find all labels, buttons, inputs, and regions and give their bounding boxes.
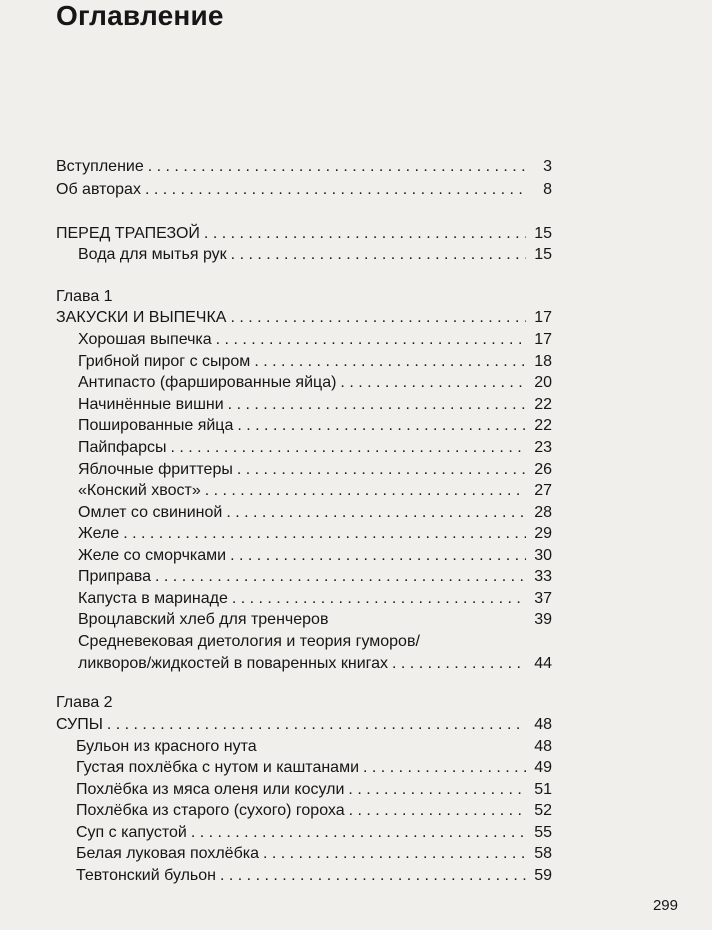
toc-entry[interactable]: [76, 757, 552, 779]
page-number: 299: [652, 897, 678, 914]
toc-entry[interactable]: [78, 480, 552, 502]
toc-entry-label: Тевтонский бульон: [76, 867, 216, 884]
toc-entry[interactable]: [56, 179, 552, 201]
leader-dots: [363, 757, 526, 779]
toc-entry-label: Омлет со свининой: [78, 504, 223, 521]
toc-entry-label: СУПЫ: [56, 716, 103, 733]
toc-entry-label: Пайпфарсы: [78, 439, 167, 456]
toc-entry[interactable]: [78, 437, 552, 459]
toc-entry[interactable]: [78, 545, 552, 567]
toc-entry-page: 59: [534, 867, 552, 884]
toc-entry-page: 18: [534, 353, 552, 370]
toc-entry-label: Похлёбка из старого (сухого) гороха: [76, 802, 345, 819]
toc-entry-label: Об авторах: [56, 181, 141, 198]
toc-entry-page: 3: [543, 158, 552, 175]
leader-dots: [216, 329, 526, 351]
toc-entry-label: Начинённые вишни: [78, 396, 224, 413]
toc-entry-label: Вроцлавский хлеб для тренчеров: [78, 611, 329, 628]
toc-entry-label: ликворов/жидкостей в поваренных книгах: [78, 655, 389, 672]
toc-entry-label: Вода для мытья рук: [78, 246, 227, 263]
toc-entry-label: «Конский хвост»: [78, 482, 201, 499]
toc-entry-label: Белая луковая похлёбка: [76, 845, 259, 862]
toc-entry-line: [78, 653, 552, 675]
toc-entry-label: Бульон из красного нута: [76, 738, 257, 755]
toc-entry-label: Капуста в маринаде: [78, 590, 228, 607]
toc-entry-page: 33: [534, 568, 552, 585]
toc-entry[interactable]: [76, 843, 552, 865]
toc-entry-page: 27: [534, 482, 552, 499]
toc-entry[interactable]: [78, 609, 552, 631]
leader-dots: [155, 566, 526, 588]
toc-chapter-heading[interactable]: [56, 307, 552, 329]
leader-dots: [191, 822, 526, 844]
toc-entry-label: Средневековая диетология и теория гуморов/: [78, 633, 420, 650]
leader-dots: [232, 588, 526, 610]
leader-dots: [392, 653, 526, 675]
toc-entry-page: 58: [534, 845, 552, 862]
toc-entry-page: 15: [534, 225, 552, 242]
toc-entry-label: Грибной пирог с сыром: [78, 353, 251, 370]
toc-entry-page: 28: [534, 504, 552, 521]
toc-entry-page: 22: [534, 417, 552, 434]
leader-dots: [237, 415, 526, 437]
toc-entry[interactable]: [78, 588, 552, 610]
toc-entry-page: 20: [534, 374, 552, 391]
toc-entry-page: 15: [534, 246, 552, 263]
toc-entry-label: Яблочные фриттеры: [78, 461, 233, 478]
leader-dots: [340, 372, 526, 394]
toc-entry[interactable]: [76, 800, 552, 822]
toc-entry-label: Желе: [78, 525, 120, 542]
toc-entry[interactable]: [78, 244, 552, 266]
chapter-label: Глава 1: [56, 288, 113, 305]
leader-dots: [349, 800, 526, 822]
chapter-label: Глава 2: [56, 694, 113, 711]
leader-dots: [220, 865, 526, 887]
leader-dots: [263, 843, 526, 865]
toc-entry-line: [78, 631, 552, 653]
toc-entry-label: Пошированные яйца: [78, 417, 234, 434]
toc-entry[interactable]: [56, 156, 552, 178]
toc-entry-label: ЗАКУСКИ И ВЫПЕЧКА: [56, 309, 227, 326]
leader-dots: [230, 307, 526, 329]
toc-entry-page: 39: [534, 611, 552, 628]
toc-entry[interactable]: [78, 566, 552, 588]
toc-entry-page: 49: [534, 759, 552, 776]
toc-entry-page: 55: [534, 824, 552, 841]
page-title: Оглавление: [56, 0, 224, 31]
toc-entry[interactable]: [78, 523, 552, 545]
leader-dots: [145, 179, 526, 201]
toc-entry-page: 29: [534, 525, 552, 542]
leader-dots: [107, 714, 526, 736]
leader-dots: [348, 779, 526, 801]
toc-entry-page: 30: [534, 547, 552, 564]
leader-dots: [204, 223, 526, 245]
toc-entry-label: Приправа: [78, 568, 152, 585]
toc-entry-page: 48: [534, 716, 552, 733]
toc-entry-label: Хорошая выпечка: [78, 331, 212, 348]
toc-entry-page: 48: [534, 738, 552, 755]
toc-entry[interactable]: [78, 394, 552, 416]
toc-chapter-heading[interactable]: [56, 714, 552, 736]
toc-entry-multiline[interactable]: [78, 631, 552, 675]
leader-dots: [170, 437, 526, 459]
leader-dots: [237, 459, 526, 481]
toc-entry-page: 51: [534, 781, 552, 798]
leader-dots: [123, 523, 526, 545]
toc-entry[interactable]: [78, 415, 552, 437]
leader-dots: [228, 394, 526, 416]
toc-entry-page: 23: [534, 439, 552, 456]
toc-entry[interactable]: [76, 822, 552, 844]
toc-entry[interactable]: [78, 459, 552, 481]
leader-dots: [205, 480, 526, 502]
toc-entry-label: Густая похлёбка с нутом и каштанами: [76, 759, 360, 776]
toc-entry-label: Желе со сморчками: [78, 547, 227, 564]
toc-entry-page: 17: [534, 309, 552, 326]
toc-entry-page: 52: [534, 802, 552, 819]
toc-entry-page: 17: [534, 331, 552, 348]
toc-entry-label: Суп с капустой: [76, 824, 187, 841]
toc-entry[interactable]: [76, 865, 552, 887]
toc-entry-label: Вступление: [56, 158, 144, 175]
leader-dots: [148, 156, 526, 178]
leader-dots: [230, 545, 526, 567]
leader-dots: [226, 502, 526, 524]
toc-entry[interactable]: [78, 502, 552, 524]
toc-entry-page: 37: [534, 590, 552, 607]
toc-entry[interactable]: [76, 779, 552, 801]
toc-entry-label: ПЕРЕД ТРАПЕЗОЙ: [56, 225, 200, 242]
toc-entry-label: Антипасто (фаршированные яйца): [78, 374, 337, 391]
toc-entry[interactable]: [78, 329, 552, 351]
toc-entry-page: 44: [534, 655, 552, 672]
toc-entry[interactable]: [76, 736, 552, 758]
toc-entry-page: 8: [543, 181, 552, 198]
toc-entry-page: 22: [534, 396, 552, 413]
leader-dots: [231, 244, 526, 266]
toc-entry[interactable]: [78, 372, 552, 394]
toc-entry[interactable]: [78, 351, 552, 373]
leader-dots: [254, 351, 526, 373]
toc-section-heading[interactable]: [56, 223, 552, 245]
toc-entry-label: Похлёбка из мяса оленя или косули: [76, 781, 345, 798]
toc-entry-page: 26: [534, 461, 552, 478]
